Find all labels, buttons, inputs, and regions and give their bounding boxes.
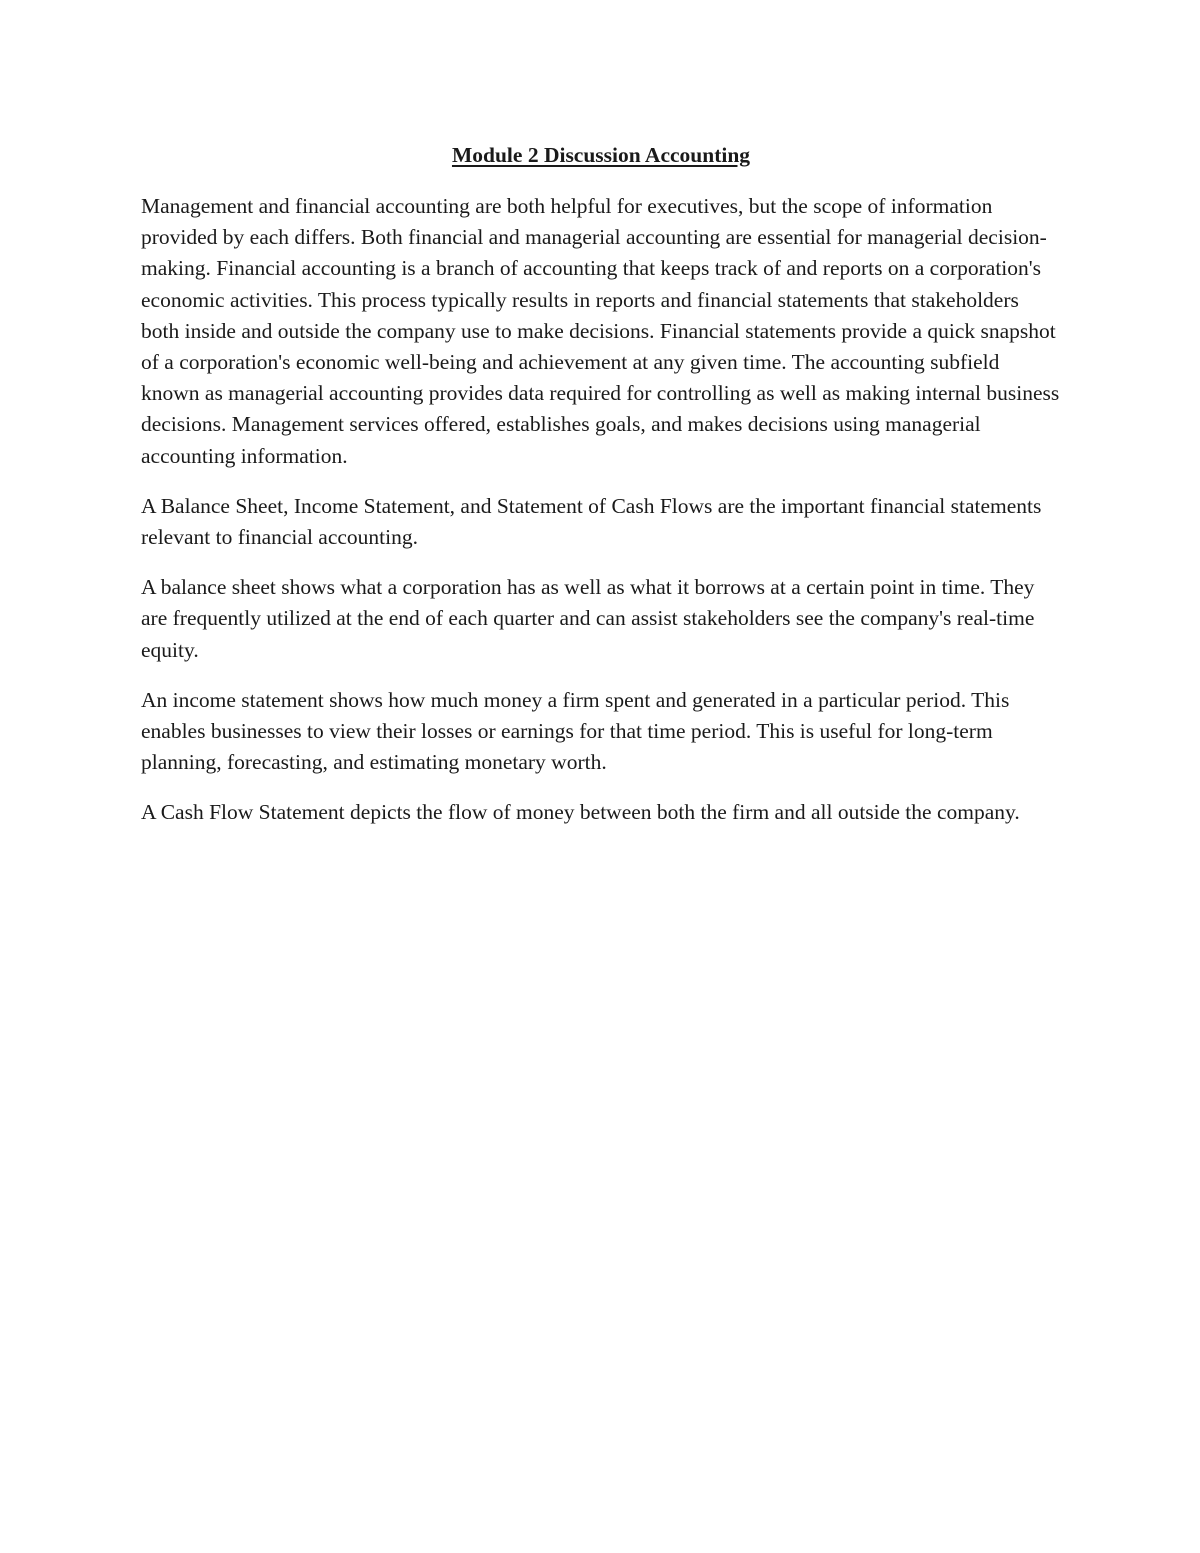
paragraph-income-statement: An income statement shows how much money a firm spent and generated in a particular period. This enables businesses to view their losses or earnings for that time period. This is useful for long-term planning, forecasting, and estimating monetary worth.: [141, 687, 1010, 775]
paragraph-balance-sheet: A balance sheet shows what a corporation has as well as what it borrows at a certain point in time. They are frequently utilized at the end of each quarter and can assist stakeholders see the company's real-time equity.: [141, 575, 1035, 662]
paragraph-financial-statements: A Balance Sheet, Income Statement, and Statement of Cash Flows are the important financial statements relevant to financial accounting.: [141, 493, 1042, 550]
document-title: Module 2 Discussion Accounting: [451, 143, 751, 167]
document-body: [141, 140, 1061, 848]
paragraph-management-vs-financial: Management and financial accounting are both helpful for executives, but the scope of information provided by each differs. Both financial and managerial accounting are essential for managerial decision-making. Financial accounting is a branch of accounting that keeps track of and reports on a corporation's economic activities. This process typically results in reports and financial statements that stakeholders both inside and outside the company use to make decisions. Financial statements provide a quick snapshot of a corporation's economic well-being and achievement at any given time. The accounting subfield known as managerial accounting provides data required for controlling as well as making internal business decisions. Management services offered, establishes goals, and makes decisions using managerial accounting information.: [141, 194, 1060, 468]
paragraph-cash-flow-statement: A Cash Flow Statement depicts the flow of money between both the firm and all outside the company.: [141, 800, 1020, 825]
